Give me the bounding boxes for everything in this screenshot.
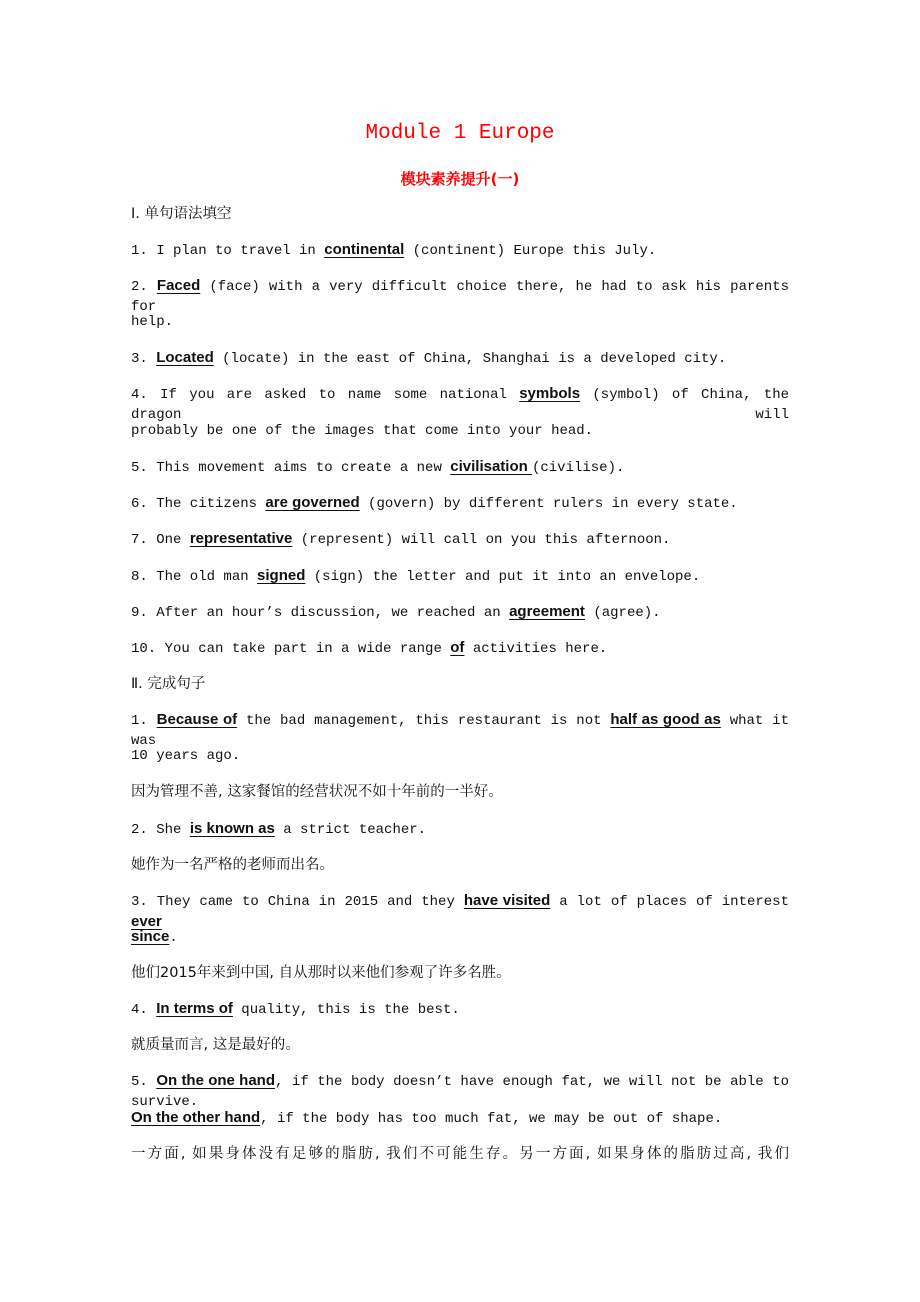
text-line	[131, 348, 789, 369]
text-segment: (civilise).	[531, 460, 625, 476]
text-segment: Ⅱ. 完成句子	[131, 676, 206, 692]
answer-blank: continental	[324, 241, 405, 258]
text-line	[131, 276, 789, 317]
text-segment: the bad management, this restaurant is not	[237, 713, 611, 729]
text-segment: (represent) will call on you this afternoon.	[292, 532, 671, 548]
text-segment: 10. You can take part in a wide range	[131, 641, 451, 657]
document-title: Module 1 Europe	[365, 122, 555, 145]
translation-line	[131, 855, 789, 875]
text-line	[131, 384, 789, 425]
text-segment: 8. The old man	[131, 569, 258, 585]
text-segment: 2. She	[131, 822, 190, 838]
text-segment: 1.	[131, 713, 157, 729]
answer-blank: symbols	[519, 385, 581, 402]
answer-blank: have visited	[463, 892, 551, 909]
text-line	[131, 710, 789, 751]
text-segment: 6. The citizens	[131, 496, 266, 512]
answer-blank: are governed	[265, 494, 360, 511]
translation-line	[131, 1144, 789, 1164]
text-line	[131, 457, 789, 478]
answer-blank: representative	[189, 530, 293, 547]
text-line	[131, 819, 789, 840]
translation-line	[131, 782, 789, 802]
answer-blank: ever	[131, 913, 162, 930]
answer-blank: agreement	[509, 603, 585, 620]
text-line	[131, 240, 789, 261]
text-line	[131, 1071, 789, 1112]
answer-blank: Faced	[156, 277, 201, 294]
answer-blank: On the other hand	[131, 1109, 261, 1126]
text-line	[131, 566, 789, 587]
answer-blank: On the one hand	[156, 1072, 276, 1089]
text-segment: (govern) by different rulers in every state.	[359, 496, 738, 512]
text-line	[131, 927, 789, 948]
text-segment: help.	[131, 314, 174, 330]
text-segment: activities here.	[464, 641, 608, 657]
text-segment: 5.	[131, 1074, 157, 1090]
text-segment: 3.	[131, 351, 157, 367]
answer-blank: half as good as	[610, 711, 721, 728]
answer-blank: is known as	[189, 820, 275, 837]
text-segment: 7. One	[131, 532, 190, 548]
answer-blank: since	[131, 928, 170, 945]
text-segment: what it was	[131, 713, 789, 749]
answer-blank: civilisation	[450, 458, 532, 475]
text-segment: Ⅰ. 单句语法填空	[131, 206, 232, 222]
text-segment: quality, this is the best.	[232, 1002, 460, 1018]
text-segment: (locate) in the east of China, Shanghai is a developed city.	[213, 351, 727, 367]
text-segment: (face) with a very difficult choice there, he had to ask his parents for	[131, 279, 789, 315]
text-line	[131, 204, 789, 224]
text-segment: a lot of places of interest	[550, 894, 789, 910]
text-line	[131, 674, 789, 694]
answer-blank: of	[450, 639, 465, 656]
text-segment: (symbol) of China, the dragon will	[131, 387, 790, 423]
text-segment: 他们2015年来到中国, 自从那时以来他们参观了许多名胜。	[131, 965, 511, 981]
text-segment: (sign) the letter and put it into an envelope.	[305, 569, 701, 585]
text-segment: 3. They came to China in 2015 and they	[131, 894, 464, 910]
translation-line	[131, 963, 789, 983]
text-segment: 因为管理不善, 这家餐馆的经营状况不如十年前的一半好。	[131, 784, 503, 800]
text-segment: 2.	[131, 279, 157, 295]
text-segment: 1. I plan to travel in	[131, 243, 325, 259]
text-segment: 5. This movement aims to create a new	[131, 460, 451, 476]
text-segment: 她作为一名严格的老师而出名。	[131, 857, 334, 873]
document-subtitle: 模块素养提升(一)	[400, 170, 520, 188]
translation-line	[131, 1035, 789, 1055]
text-line	[131, 602, 789, 623]
text-line	[131, 529, 789, 550]
text-line	[131, 493, 789, 514]
text-segment: , if the body has too much fat, we may be out of shape.	[260, 1111, 723, 1127]
answer-blank: Located	[156, 349, 214, 366]
text-segment: (continent) Europe this July.	[404, 243, 657, 259]
text-segment: 就质量而言, 这是最好的。	[131, 1037, 300, 1053]
text-segment: 一方面, 如果身体没有足够的脂肪, 我们不可能生存。另一方面, 如果身体的脂肪过高, 我们	[131, 1146, 789, 1162]
text-segment: probably be one of the images that come into your head.	[131, 423, 594, 439]
text-line	[131, 638, 789, 659]
text-segment: 10 years ago.	[131, 748, 241, 764]
text-segment: (agree).	[584, 605, 661, 621]
answer-blank: signed	[257, 567, 306, 584]
text-segment: 9. After an hour’s discussion, we reached an	[131, 605, 510, 621]
text-segment: a strict teacher.	[274, 822, 427, 838]
answer-blank: Because of	[156, 711, 238, 728]
answer-blank: In terms of	[156, 1000, 233, 1017]
text-line	[131, 312, 789, 332]
text-segment: , if the body doesn’t have enough fat, we will not be able to survive.	[131, 1074, 789, 1110]
text-line	[131, 746, 789, 766]
text-line	[131, 999, 789, 1020]
text-segment: .	[169, 930, 178, 946]
text-segment: 4.	[131, 1002, 157, 1018]
text-segment: 4. If you are asked to name some national	[131, 387, 520, 403]
text-line	[131, 1108, 789, 1129]
text-line	[131, 421, 789, 441]
